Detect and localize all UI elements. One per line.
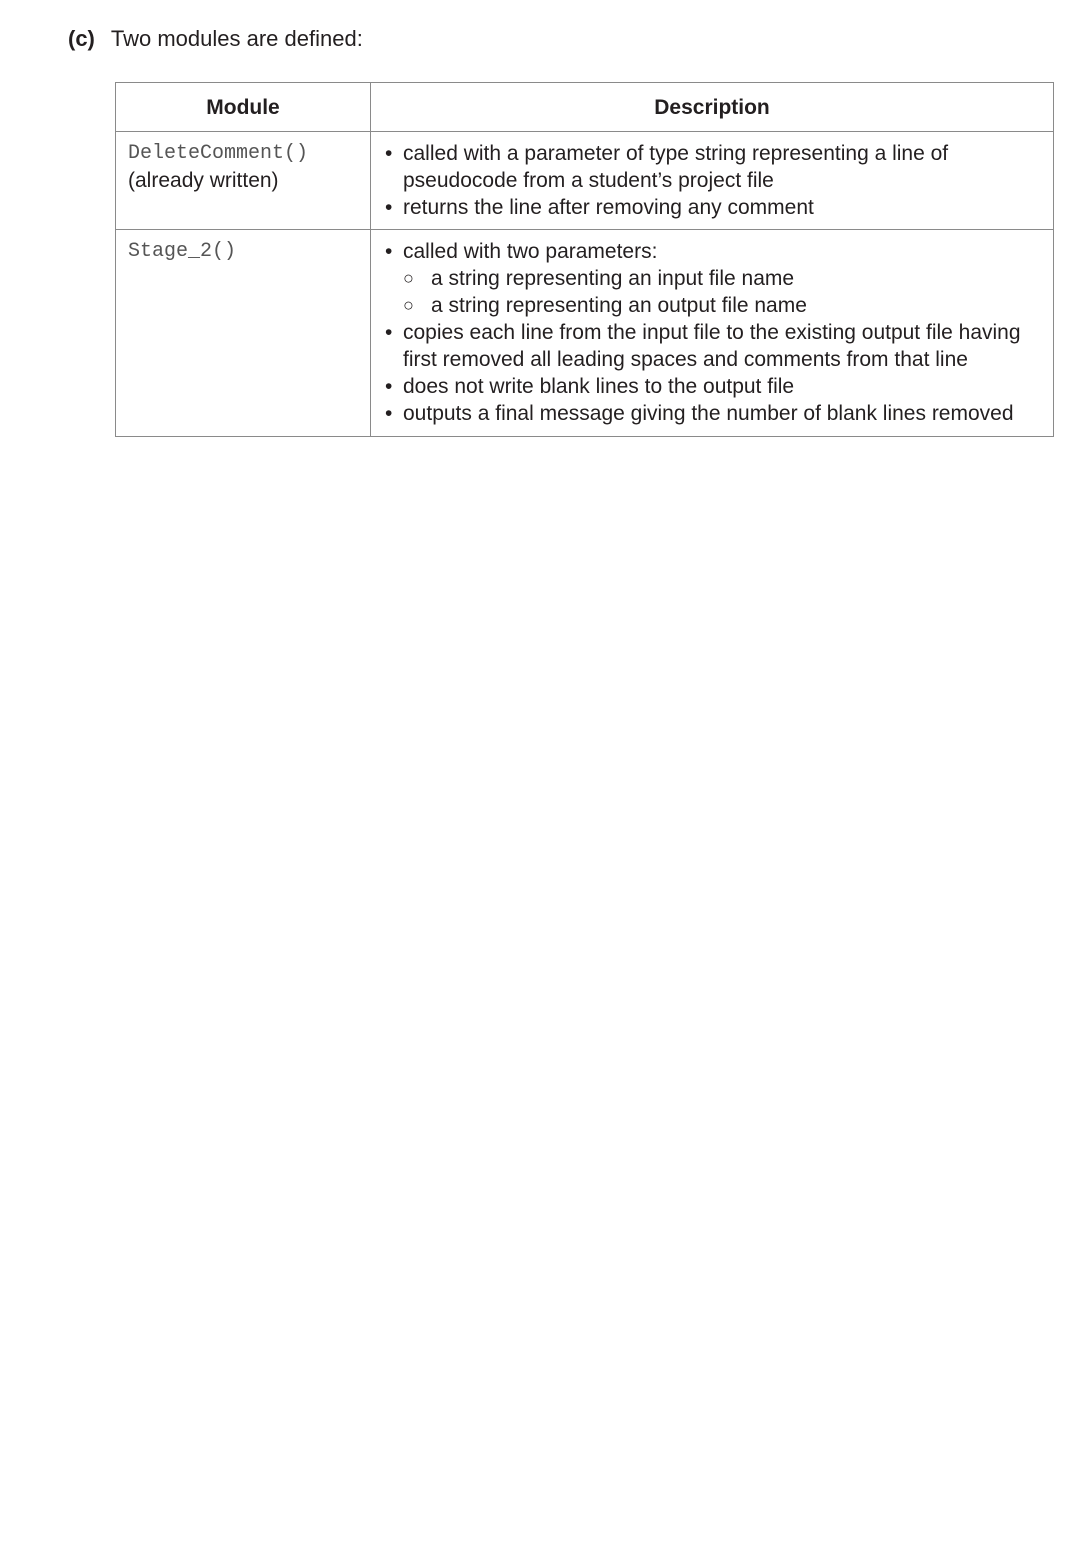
header-module: Module	[116, 83, 371, 132]
module-name: Stage_2()	[128, 240, 237, 263]
list-item: • copies each line from the input file to the existing output file having first removed all leading spaces and comments from that line	[383, 319, 1043, 373]
question-heading	[68, 26, 363, 52]
sub-list-item: ○ a string representing an input file name	[383, 265, 1043, 292]
table-row	[116, 132, 1054, 230]
table-row	[116, 230, 1054, 437]
list-item: • called with two parameters:	[383, 238, 1043, 265]
module-note: (already written)	[128, 169, 279, 192]
list-item: • does not write blank lines to the output file	[383, 373, 1043, 400]
sub-list-item: ○ a string representing an output file name	[383, 292, 1043, 319]
list-item: • returns the line after removing any comment	[383, 194, 1043, 221]
list-item: • outputs a final message giving the number of blank lines removed	[383, 400, 1043, 427]
question-label: (c)	[68, 26, 95, 51]
header-description: Description	[371, 83, 1054, 132]
modules-table	[115, 82, 1054, 437]
list-item: • called with a parameter of type string representing a line of pseudocode from a student’s project file	[383, 140, 1043, 194]
module-name: DeleteComment()	[128, 142, 309, 165]
question-text: Two modules are defined:	[110, 26, 363, 51]
